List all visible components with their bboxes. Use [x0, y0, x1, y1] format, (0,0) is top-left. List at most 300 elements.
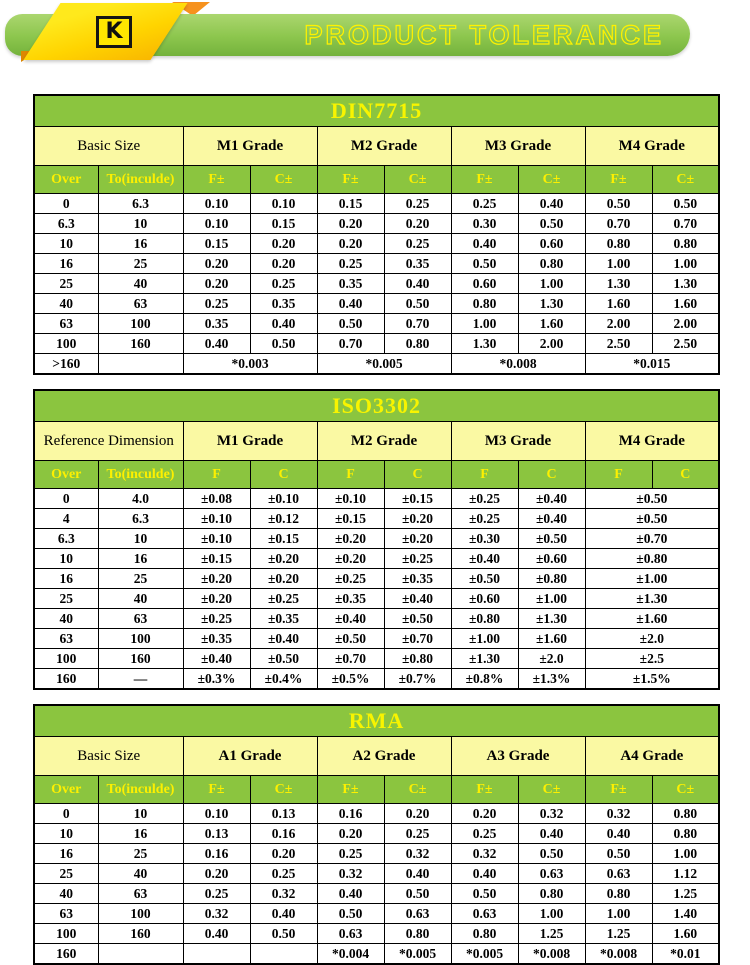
cell: ±1.00	[585, 569, 719, 589]
table-row	[34, 214, 719, 234]
cell: 0.40	[317, 294, 384, 314]
cell: ±2.0	[518, 649, 585, 669]
cell: 1.00	[585, 254, 652, 274]
cell: 0.32	[183, 904, 250, 924]
cell: 63	[34, 904, 98, 924]
cell: 0.40	[250, 314, 317, 334]
cell: ±0.30	[451, 529, 518, 549]
cell: 0.25	[451, 194, 518, 214]
cell: 100	[34, 334, 98, 354]
cell: 63	[34, 629, 98, 649]
cell: 1.00	[518, 904, 585, 924]
cell: 0.40	[183, 924, 250, 944]
cell: ±1.00	[518, 589, 585, 609]
cell: ±0.35	[250, 609, 317, 629]
cell: 0.15	[250, 214, 317, 234]
column-header: F±	[451, 166, 518, 194]
cell: *0.005	[317, 354, 451, 375]
cell: 0.40	[451, 234, 518, 254]
cell	[183, 944, 250, 965]
cell: 1.00	[652, 254, 719, 274]
cell: 0.60	[518, 234, 585, 254]
cell: 0	[34, 194, 98, 214]
table-row	[34, 824, 719, 844]
cell: 0.80	[652, 804, 719, 824]
cell: 0.63	[317, 924, 384, 944]
table-title: DIN7715	[34, 95, 719, 127]
cell: ±0.60	[451, 589, 518, 609]
cell: 1.00	[585, 904, 652, 924]
cell: 1.60	[518, 314, 585, 334]
cell: 0.15	[317, 194, 384, 214]
cell: 0.20	[183, 274, 250, 294]
cell: 63	[34, 314, 98, 334]
cell: ±0.35	[183, 629, 250, 649]
cell: ±0.12	[250, 509, 317, 529]
column-header: F±	[317, 166, 384, 194]
tolerance-table	[33, 704, 720, 965]
cell: 6.3	[98, 194, 183, 214]
cell: ±0.70	[585, 529, 719, 549]
column-header: Over	[34, 776, 98, 804]
cell: 0.25	[451, 824, 518, 844]
cell: ±0.35	[384, 569, 451, 589]
cell: 0.20	[250, 234, 317, 254]
cell: 0.80	[451, 294, 518, 314]
cell: ±1.60	[518, 629, 585, 649]
cell: 1.60	[585, 294, 652, 314]
cell: 100	[98, 629, 183, 649]
cell: 0.20	[250, 844, 317, 864]
cell: 0.25	[384, 234, 451, 254]
cell: ±0.20	[250, 569, 317, 589]
cell: 25	[98, 844, 183, 864]
cell: 40	[98, 589, 183, 609]
cell: 0.60	[451, 274, 518, 294]
column-header: F±	[451, 776, 518, 804]
cell: 0.80	[384, 924, 451, 944]
column-header: F±	[585, 166, 652, 194]
cell: 0.10	[183, 804, 250, 824]
cell: 2.50	[585, 334, 652, 354]
cell: 40	[34, 609, 98, 629]
cell: 2.50	[652, 334, 719, 354]
cell: 40	[34, 294, 98, 314]
cell: 1.00	[451, 314, 518, 334]
cell	[250, 944, 317, 965]
cell: 0.40	[183, 334, 250, 354]
cell: 10	[34, 549, 98, 569]
cell: 1.25	[652, 884, 719, 904]
cell: 1.30	[585, 274, 652, 294]
cell: 0.35	[317, 274, 384, 294]
cell: 0.20	[317, 824, 384, 844]
cell: 0.40	[451, 864, 518, 884]
cell: ±0.70	[384, 629, 451, 649]
cell: 0.50	[585, 844, 652, 864]
cell: 16	[34, 844, 98, 864]
cell: 1.60	[652, 924, 719, 944]
grade-header: M3 Grade	[451, 127, 585, 166]
cell: 0.50	[585, 194, 652, 214]
cell: ±0.40	[183, 649, 250, 669]
cell: ±0.40	[518, 489, 585, 509]
column-header: To(inculde)	[98, 776, 183, 804]
table-row	[34, 529, 719, 549]
cell: ±0.10	[250, 489, 317, 509]
grade-header: M4 Grade	[585, 127, 719, 166]
cell: 4.0	[98, 489, 183, 509]
cell: ±0.80	[585, 549, 719, 569]
cell: 0.16	[183, 844, 250, 864]
table-row	[34, 549, 719, 569]
cell: 0.32	[317, 864, 384, 884]
tolerance-table	[33, 389, 720, 690]
cell: 0.16	[317, 804, 384, 824]
cell: 0.20	[183, 864, 250, 884]
table-row	[34, 944, 719, 965]
cell: 0.50	[250, 334, 317, 354]
cell: >160	[34, 354, 98, 375]
tables-area	[0, 94, 750, 965]
cell: 2.00	[652, 314, 719, 334]
table-row	[34, 649, 719, 669]
cell: 0.25	[317, 254, 384, 274]
column-header: C±	[652, 166, 719, 194]
cell: 2.00	[585, 314, 652, 334]
column-header: To(inculde)	[98, 461, 183, 489]
cell: 0.80	[384, 334, 451, 354]
table-row	[34, 274, 719, 294]
cell: 0.35	[183, 314, 250, 334]
table-row	[34, 234, 719, 254]
cell: ±0.25	[451, 489, 518, 509]
cell: 0	[34, 804, 98, 824]
cell: ±0.8%	[451, 669, 518, 690]
cell: 0.20	[317, 234, 384, 254]
cell: 0.20	[317, 214, 384, 234]
cell: 0.32	[451, 844, 518, 864]
cell: ±0.50	[250, 649, 317, 669]
cell: *0.004	[317, 944, 384, 965]
table-row	[34, 314, 719, 334]
column-header: C±	[518, 776, 585, 804]
cell: 0.70	[384, 314, 451, 334]
table-row	[34, 489, 719, 509]
cell: 0.16	[250, 824, 317, 844]
grade-header: M1 Grade	[183, 422, 317, 461]
cell: 0.70	[317, 334, 384, 354]
column-header: F	[183, 461, 250, 489]
cell: 16	[98, 234, 183, 254]
cell: 25	[34, 589, 98, 609]
cell: 1.30	[451, 334, 518, 354]
cell: 0.25	[183, 884, 250, 904]
cell: 100	[34, 649, 98, 669]
cell: 0.32	[518, 804, 585, 824]
cell: 0.20	[384, 214, 451, 234]
cell: 40	[98, 864, 183, 884]
cell: 0.70	[585, 214, 652, 234]
cell: ±0.20	[384, 529, 451, 549]
table-row	[34, 194, 719, 214]
cell: 4	[34, 509, 98, 529]
cell	[98, 354, 183, 375]
cell: 16	[98, 549, 183, 569]
logo-badge	[96, 16, 132, 48]
grade-header: A2 Grade	[317, 737, 451, 776]
cell: 0.50	[317, 314, 384, 334]
cell: ±0.80	[518, 569, 585, 589]
cell: 0.50	[384, 884, 451, 904]
cell: 160	[34, 669, 98, 690]
cell: ±1.30	[518, 609, 585, 629]
cell: ±0.10	[183, 529, 250, 549]
cell: 0.70	[652, 214, 719, 234]
cell: ±0.40	[250, 629, 317, 649]
cell: 0.40	[585, 824, 652, 844]
cell: ±0.80	[451, 609, 518, 629]
cell: ±0.70	[317, 649, 384, 669]
cell: 63	[98, 294, 183, 314]
cell: 0.35	[250, 294, 317, 314]
rma-table-section	[33, 704, 750, 965]
cell: *0.005	[451, 944, 518, 965]
cell: *0.008	[451, 354, 585, 375]
cell: 6.3	[34, 214, 98, 234]
table-row	[34, 864, 719, 884]
column-header: C	[652, 461, 719, 489]
cell: ±0.35	[317, 589, 384, 609]
cell: ±0.25	[384, 549, 451, 569]
cell: ±2.5	[585, 649, 719, 669]
cell: 0.80	[652, 824, 719, 844]
dimension-header: Basic Size	[34, 737, 183, 776]
cell: ±0.50	[451, 569, 518, 589]
cell: 6.3	[34, 529, 98, 549]
cell: ±0.20	[317, 529, 384, 549]
cell: 1.00	[652, 844, 719, 864]
cell: ±0.50	[585, 489, 719, 509]
cell: 0	[34, 489, 98, 509]
cell: 16	[34, 254, 98, 274]
column-header: C±	[250, 776, 317, 804]
cell: *0.008	[518, 944, 585, 965]
cell: ±1.3%	[518, 669, 585, 690]
column-header: C±	[652, 776, 719, 804]
cell: 0.20	[250, 254, 317, 274]
cell: 1.30	[518, 294, 585, 314]
cell: ±0.40	[384, 589, 451, 609]
cell: 10	[98, 804, 183, 824]
table-row	[34, 254, 719, 274]
cell: 63	[98, 609, 183, 629]
cell: 0.13	[183, 824, 250, 844]
cell: ±0.20	[183, 589, 250, 609]
cell: ±0.50	[518, 529, 585, 549]
grade-header: M4 Grade	[585, 422, 719, 461]
cell: ±0.7%	[384, 669, 451, 690]
grade-header: A4 Grade	[585, 737, 719, 776]
cell: ±1.60	[585, 609, 719, 629]
table-row	[34, 804, 719, 824]
cell: 160	[34, 944, 98, 965]
cell: 10	[34, 234, 98, 254]
cell: 0.25	[183, 294, 250, 314]
cell: ±0.08	[183, 489, 250, 509]
cell: ±0.40	[451, 549, 518, 569]
tolerance-table	[33, 94, 720, 375]
cell: *0.01	[652, 944, 719, 965]
cell: ±0.25	[317, 569, 384, 589]
cell: 0.25	[384, 824, 451, 844]
cell: 0.50	[451, 884, 518, 904]
cell: 160	[98, 334, 183, 354]
cell: 100	[98, 904, 183, 924]
cell: 0.50	[451, 254, 518, 274]
cell: 0.80	[585, 884, 652, 904]
column-header: To(inculde)	[98, 166, 183, 194]
column-header: F±	[183, 776, 250, 804]
cell: ±0.25	[250, 589, 317, 609]
cell: 0.63	[518, 864, 585, 884]
cell: 25	[98, 254, 183, 274]
cell: 0.20	[183, 254, 250, 274]
table-title: ISO3302	[34, 390, 719, 422]
logo-letter: K	[105, 19, 123, 44]
cell: 0.40	[384, 864, 451, 884]
cell: 2.00	[518, 334, 585, 354]
cell: ±1.00	[451, 629, 518, 649]
cell: ±0.40	[518, 509, 585, 529]
column-header: C	[384, 461, 451, 489]
cell: 0.25	[384, 194, 451, 214]
cell: 0.13	[250, 804, 317, 824]
cell: ±0.50	[384, 609, 451, 629]
cell: 1.60	[652, 294, 719, 314]
grade-header: A3 Grade	[451, 737, 585, 776]
cell: ±0.15	[250, 529, 317, 549]
cell: 0.40	[317, 884, 384, 904]
cell: 40	[34, 884, 98, 904]
iso3302-table-section	[33, 389, 750, 690]
table-row	[34, 509, 719, 529]
cell: 0.25	[317, 844, 384, 864]
cell: 1.12	[652, 864, 719, 884]
cell: ±1.5%	[585, 669, 719, 690]
cell: 0.32	[384, 844, 451, 864]
page-title: PRODUCT TOLERANCE	[304, 20, 664, 50]
cell: 10	[98, 529, 183, 549]
cell: 0.40	[384, 274, 451, 294]
column-header: Over	[34, 166, 98, 194]
cell: ±0.20	[250, 549, 317, 569]
cell: ±0.15	[384, 489, 451, 509]
cell: ±0.5%	[317, 669, 384, 690]
dimension-header: Basic Size	[34, 127, 183, 166]
cell: 0.40	[518, 194, 585, 214]
cell: 25	[34, 274, 98, 294]
grade-header: M3 Grade	[451, 422, 585, 461]
cell: ±0.10	[317, 489, 384, 509]
cell: 0.20	[384, 804, 451, 824]
column-header: C	[518, 461, 585, 489]
cell: 10	[34, 824, 98, 844]
cell: 16	[34, 569, 98, 589]
cell: 100	[98, 314, 183, 334]
cell: 1.25	[518, 924, 585, 944]
cell: 0.50	[518, 214, 585, 234]
cell: ±0.20	[317, 549, 384, 569]
table-title: RMA	[34, 705, 719, 737]
dimension-header: Reference Dimension	[34, 422, 183, 461]
column-header: C±	[518, 166, 585, 194]
cell: ±0.20	[183, 569, 250, 589]
cell: 0.80	[518, 884, 585, 904]
cell: 0.50	[250, 924, 317, 944]
table-row	[34, 904, 719, 924]
cell: 25	[98, 569, 183, 589]
cell: 1.30	[652, 274, 719, 294]
cell: 0.10	[250, 194, 317, 214]
table-row	[34, 569, 719, 589]
grade-header: M2 Grade	[317, 422, 451, 461]
column-header: F±	[183, 166, 250, 194]
cell: 0.10	[183, 214, 250, 234]
cell: *0.008	[585, 944, 652, 965]
cell: *0.005	[384, 944, 451, 965]
cell: 63	[98, 884, 183, 904]
cell: 0.40	[250, 904, 317, 924]
column-header: F	[451, 461, 518, 489]
cell: ±0.80	[384, 649, 451, 669]
cell: ±0.4%	[250, 669, 317, 690]
cell: *0.015	[585, 354, 719, 375]
table-row	[34, 294, 719, 314]
cell: 16	[98, 824, 183, 844]
cell: 160	[98, 924, 183, 944]
cell: 160	[98, 649, 183, 669]
cell: ±0.40	[317, 609, 384, 629]
cell: 1.25	[585, 924, 652, 944]
table-row	[34, 844, 719, 864]
cell: 0.50	[384, 294, 451, 314]
cell: 0.10	[183, 194, 250, 214]
cell: 0.80	[585, 234, 652, 254]
din7715-table-section	[33, 94, 750, 375]
column-header: F±	[317, 776, 384, 804]
table-row	[34, 629, 719, 649]
cell: ±2.0	[585, 629, 719, 649]
cell: 25	[34, 864, 98, 884]
grade-header: M1 Grade	[183, 127, 317, 166]
column-header: F	[317, 461, 384, 489]
cell: 0.80	[652, 234, 719, 254]
cell: 0.20	[451, 804, 518, 824]
cell: ±0.60	[518, 549, 585, 569]
table-row	[34, 334, 719, 354]
cell: 0.35	[384, 254, 451, 274]
column-header: C±	[384, 776, 451, 804]
cell: 0.50	[518, 844, 585, 864]
cell: 0.15	[183, 234, 250, 254]
cell: ±0.3%	[183, 669, 250, 690]
cell: ±0.50	[585, 509, 719, 529]
cell: ±0.15	[317, 509, 384, 529]
cell: 100	[34, 924, 98, 944]
table-row	[34, 924, 719, 944]
cell: 10	[98, 214, 183, 234]
